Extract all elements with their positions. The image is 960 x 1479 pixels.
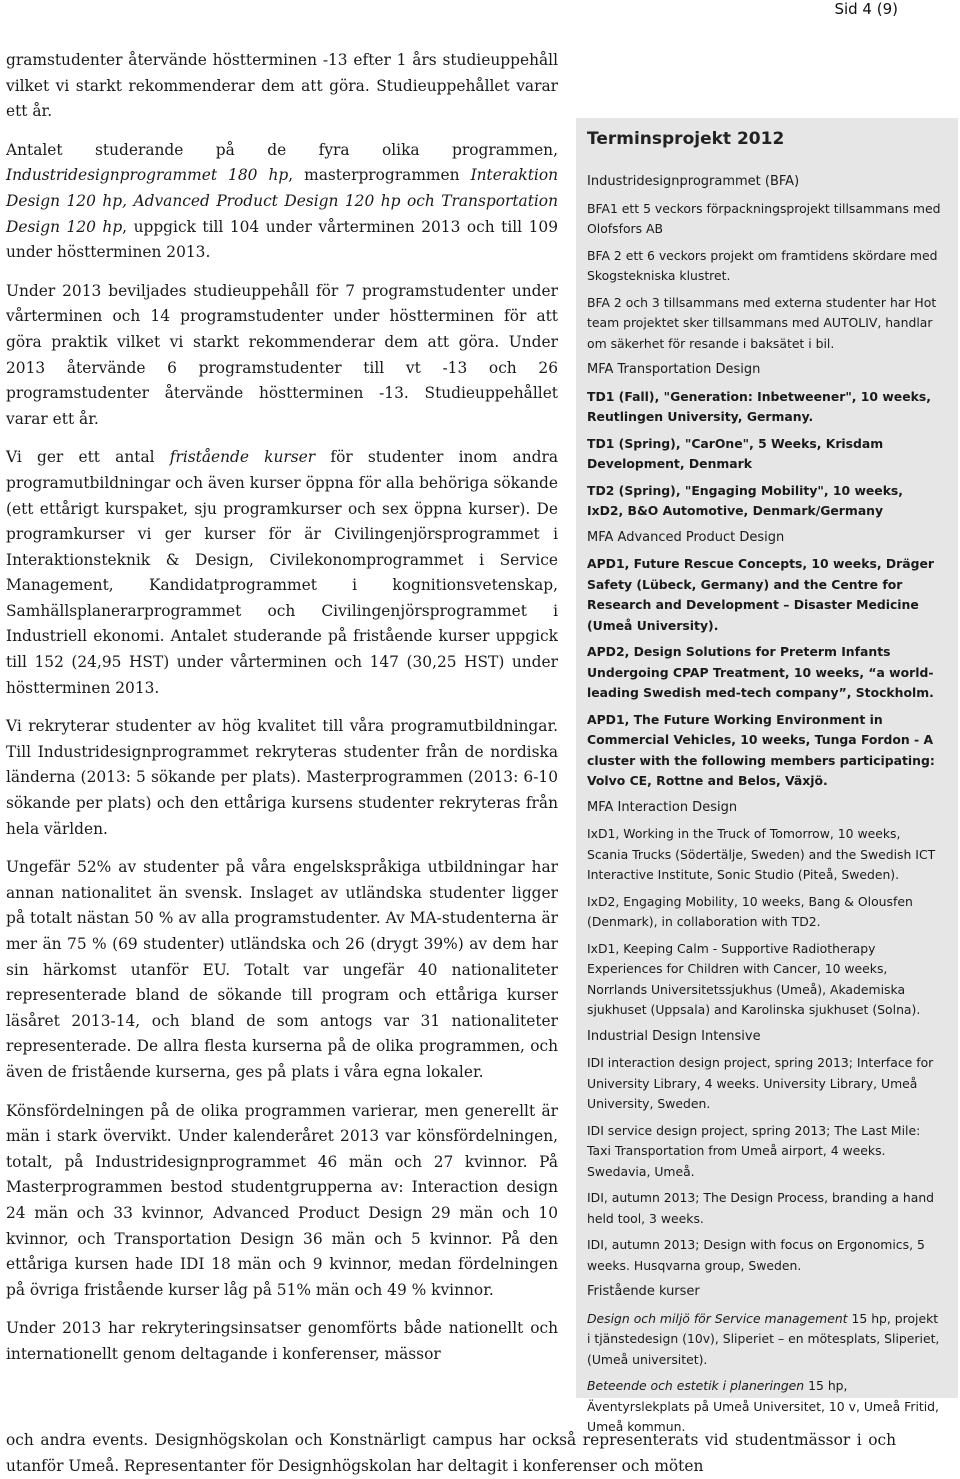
project-item: IxD2, Engaging Mobility, 10 weeks, Bang & Olousfen (Denmark), in collaboration with TD2. (587, 893, 913, 929)
paragraph-gender: Könsfördelningen på de olika programmen varierar, men generellt är män i stark övervikt. Under kalenderåret 2013 var könsfördelningen, totalt, på Industridesignprogrammet 46 män och 27 kvinnor. På Masterprogrammen bestod studentgrupperna av: Interaction design 24 män och 33 kvinnor, Advanced Product Design 29 män och 10 kvinnor, och Transportation Design 36 män och 5 kvinnor. På den ettåriga kursen hade IDI 18 män och 9 kvinnor, medan fördelningen på övriga fristående kurser låg på 51% män och 49 % kvinnor. (6, 1101, 558, 1299)
section-heading-apd: MFA Advanced Product Design (587, 529, 785, 545)
section-heading-idi: Industrial Design Intensive (587, 1028, 761, 1044)
project-item: BFA1 ett 5 veckors förpackningsprojekt tillsammans med Olofsfors AB (587, 200, 941, 236)
project-item: APD2, Design Solutions for Preterm Infants Undergoing CPAP Treatment, 10 weeks, “a world-leading Swedish med-tech company”, Stockholm. (587, 644, 934, 700)
project-item: IDI, autumn 2013; Design with focus on Ergonomics, 5 weeks. Husqvarna group, Sweden. (587, 1237, 925, 1273)
section-heading-free-courses: Fristående kurser (587, 1284, 700, 1299)
section-heading-td: MFA Transportation Design (587, 362, 761, 377)
program-name: Industridesignprogrammet 180 hp (6, 166, 289, 185)
paragraph-study-leave: Under 2013 beviljades studieuppehåll för 7 programstudenter under vårterminen och 14 programstudenter under höstterminen för att göra praktik vilket vi starkt rekommenderar dem att göra. Under 2013 återvände 6 programstudenter till vt -13 och 26 programstudenter återvände höstterminen -13. Studieuppehållet varar ett år. (6, 281, 558, 428)
course-details: 15 hp, Äventyrslekplats på Umeå Universitet, 10 v, Umeå Fritid, Umeå kommun. (587, 1378, 939, 1434)
project-item: TD1 (Fall), "Generation: Inbetweener", 10 weeks, Reutlingen University, Germany. (587, 388, 931, 424)
project-item: APD1, Future Rescue Concepts, 10 weeks, Dräger Safety (Lübeck, Germany) and the Centre for Research and Development – Disaster Medicine (Umeå University). (587, 556, 934, 633)
main-text-column (6, 48, 558, 1381)
project-item: APD1, The Future Working Environment in Commercial Vehicles, 10 weeks, Tunga Fordon - A cluster with the following members participating: Volvo CE, Rottne and Belos, Växjö. (587, 711, 935, 788)
project-item: IxD1, Working in the Truck of Tomorrow, 10 weeks, Scania Trucks (Södertälje, Sweden) and the Swedish ICT Interactive Institute, Sonic Studio (Piteå, Sweden). (587, 826, 936, 882)
page-number: Sid 4 (9) (834, 0, 898, 18)
paragraph-recruitment-efforts-start: Under 2013 har rekryteringsinsatser genomförts både nationellt och internationellt genom deltagande i konferenser, mässor (6, 1319, 558, 1363)
program-names: Interaktion Design 120 hp, Advanced Product Design 120 hp och Transportation Design 120 hp (6, 166, 558, 236)
sidebar-term-projects (576, 118, 958, 1434)
text: för studenter inom andra programutbildningar och även kurser öppna för alla behöriga sökande (ett ettårigt kurspaket, sju programkurser och sex öppna kurser). De programkurser vi ger kurser för är Civilingenjörsprogrammet i Interaktionsteknik & Design, Civilekonomprogrammet i Service Management, Kandidatprogrammet i kognitionsvetenskap, Samhällsplanerarprogrammet och Civilingenjörsprogrammet i Industriell ekonomi. Antalet studerande på fristående kurser uppgick till 152 (24,95 HST) under vårterminen och 147 (30,25 HST) under höstterminen 2013. (6, 448, 558, 697)
project-item: IDI service design project, spring 2013; The Last Mile: Taxi Transportation from Umeå airport, 4 weeks. Swedavia, Umeå. (587, 1122, 921, 1179)
sidebar-title: Terminsprojekt 2012 (587, 129, 785, 149)
course-item (587, 1309, 942, 1371)
project-item: TD1 (Spring), "CarOne", 5 Weeks, Krisdam Development, Denmark (587, 435, 884, 471)
course-title: Design och miljö för Service management (587, 1310, 848, 1326)
project-item: IDI interaction design project, spring 2013; Interface for University Library, 4 weeks. University Library, Umeå University, Sweden. (587, 1055, 934, 1111)
course-item (587, 1376, 942, 1438)
text: Antalet studerande på de fyra olika programmen, (6, 140, 558, 159)
section-heading-ixd: MFA Interaction Design (587, 799, 738, 815)
project-item: BFA 2 ett 6 veckors projekt om framtidens skördare med Skogstekniska klustret. (587, 247, 938, 283)
paragraph-nationality: Ungefär 52% av studenter på våra engelskspråkiga utbildningar har annan nationalitet än svensk. Inslaget av utländska studenter ligger på totalt nästan 50 % av alla programstudenter. Av MA-studenterna är mer än 75 % (69 studenter) utländska och 26 (drygt 39%) av dem har sin härkomst utanför EU. Totalt var ungefär 40 nationaliteter representerade bland de sökande till program och ettåriga kurser läsåret 2013-14, och bland de som antogs var 31 nationaliteter representerade. De allra flesta kurserna på de olika programmen, och även de fristående kurserna, ges på plats i våra egna lokaler. (6, 858, 558, 1081)
text: , uppgick till 104 under vårterminen 2013 och till 109 under höstterminen 2013. (6, 217, 558, 262)
free-courses-term: fristående kurser (169, 448, 316, 467)
course-title: Beteende och estetik i planeringen (587, 1378, 805, 1393)
paragraph-student-count (6, 138, 558, 266)
paragraph-recruitment-efforts-rest: och andra events. Designhögskolan och Konstnärligt campus har också representerats vid studentmässor i och utanför Umeå. Representanter för Designhögskolan har deltagit i konferenser och möten (6, 1431, 896, 1475)
paragraph-intro: gramstudenter återvände höstterminen -13 efter 1 års studieuppehåll vilket vi starkt rekommenderar dem att göra. Studieuppehållet varar ett år. (6, 51, 558, 121)
text: , masterprogrammen (288, 166, 460, 185)
project-item: IxD1, Keeping Calm - Supportive Radiotherapy Experiences for Children with Cancer, 10 weeks, Norrlands Universitetssjukhus (Umeå), Akademiska sjukhuset (Uppsala) and Karolinska sjukhuset (Solna). (587, 940, 921, 1017)
project-item: BFA 2 och 3 tillsammans med externa studenter har Hot team projektet sker tillsammans med AUTOLIV, handlar om säkerhet för resande i baksätet i bil. (587, 294, 937, 351)
paragraph-recruitment: Vi rekryterar studenter av hög kvalitet till våra programutbildningar. Till Industridesignprogrammet rekryteras studenter från de nordiska länderna (2013: 5 sökande per plats). Masterprogrammen (2013: 6-10 sökande per plats) och den ettåriga kursens studenter rekryteras från hela världen. (6, 717, 558, 838)
section-heading-bfa: Industridesignprogrammet (BFA) (587, 174, 800, 189)
project-item: IDI, autumn 2013; The Design Process, branding a hand held tool, 3 weeks. (587, 1190, 935, 1226)
course-details: 15 hp, projekt i tjänstedesign (10v), Sliperiet – en mötesplats, Sliperiet, (Umeå universitet). (587, 1310, 940, 1367)
paragraph-free-courses (6, 445, 558, 701)
text: Vi ger ett antal (6, 448, 155, 467)
project-item: TD2 (Spring), "Engaging Mobility", 10 weeks, IxD2, B&O Automotive, Denmark/Germany (587, 482, 904, 518)
